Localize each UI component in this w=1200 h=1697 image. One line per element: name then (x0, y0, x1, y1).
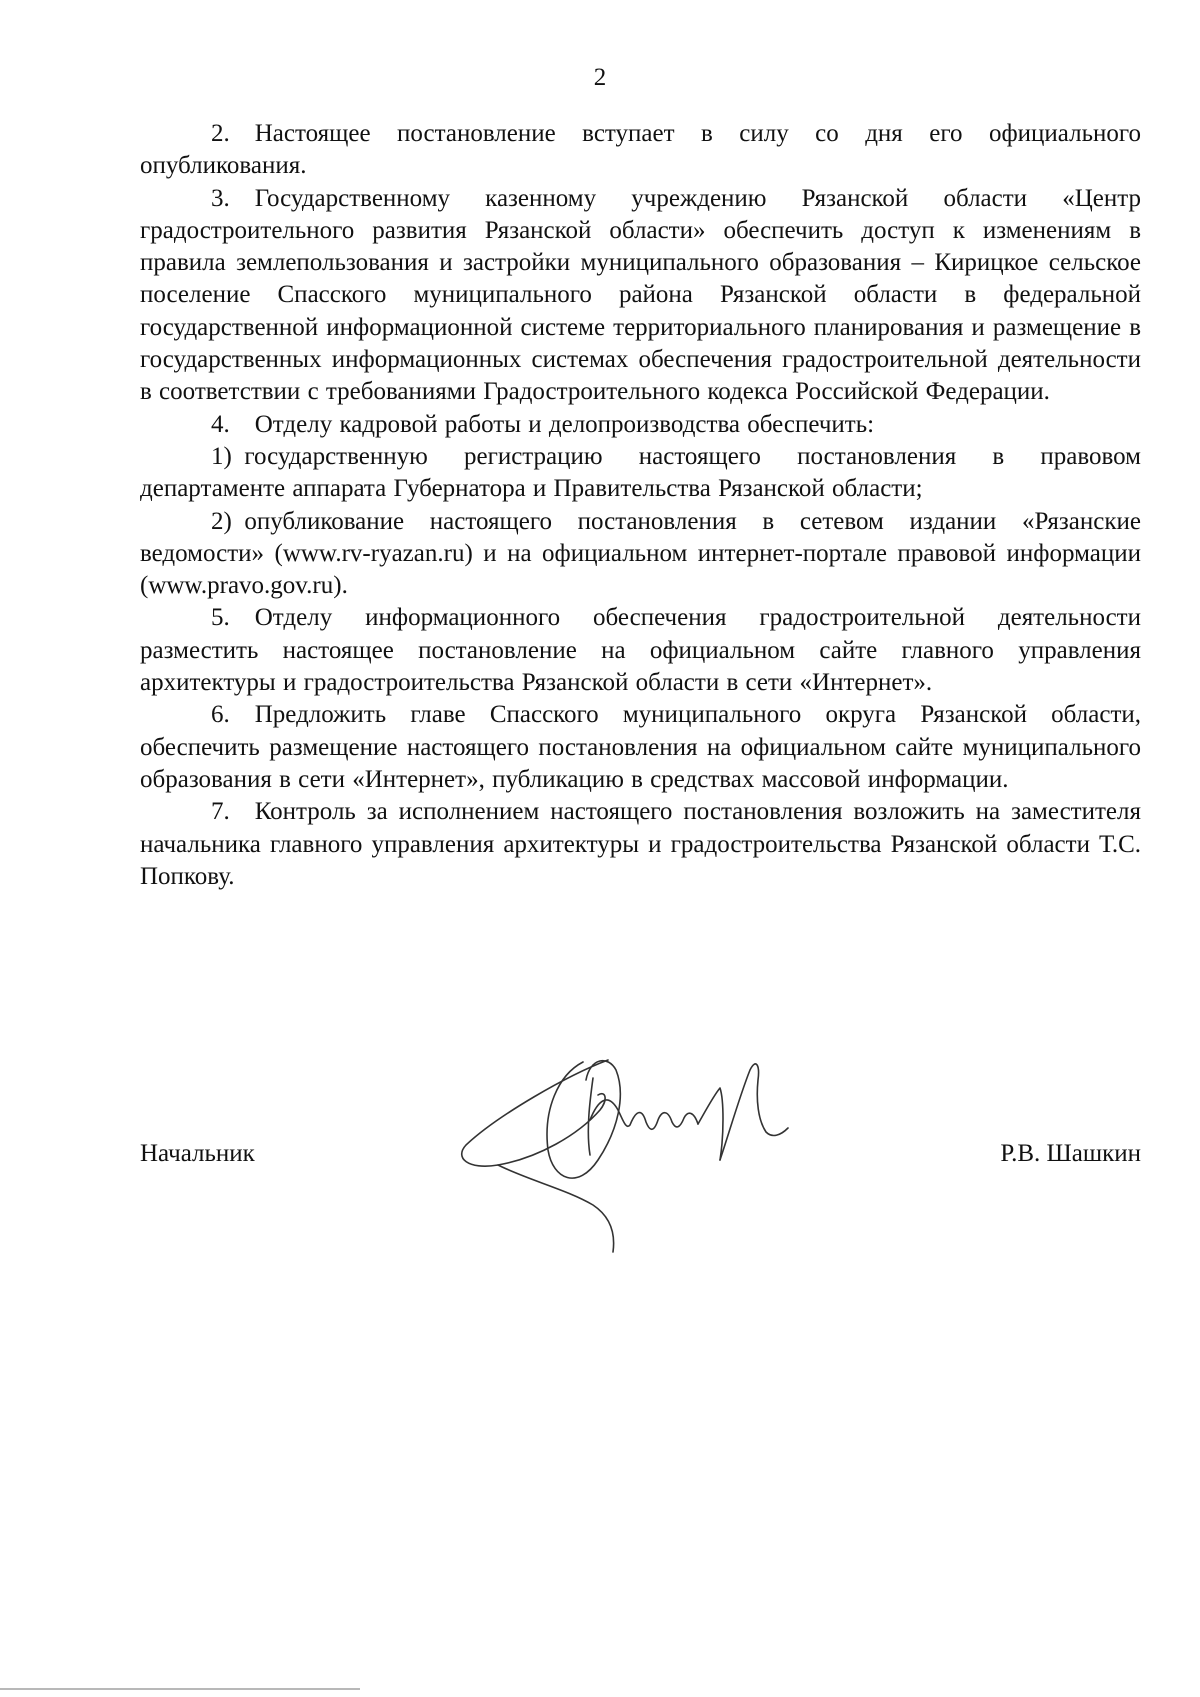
paragraph-item-5: 5. Отделу информационного обеспечения градостроительной деятельности разместить настоящее постановление на официальном сайте главного управления архитектуры и градостроительства Рязанской области в сети «Интернет». (140, 604, 1141, 697)
document-body (140, 118, 1141, 893)
paragraph-item-4-1: 1) государственную регистрацию настоящего постановления в правовом департаменте аппарата Губернатора и Правительства Рязанской области; (140, 442, 1141, 503)
paragraph-item-3: 3. Государственному казенному учреждению Рязанской области «Центр градостроительного развития Рязанской области» обеспечить доступ к изменениям в правила землепользования и застройки муниципального образования – Кирицкое сельское поселение Спасского муниципального района Рязанской области в федеральной государственной информационной системе территориального планирования и размещение в государственных информационных системах обеспечения градостроительной деятельности в соответствии с требованиями Градостроительного кодекса Российской Федерации. (140, 184, 1141, 406)
signature-block (140, 1134, 1141, 1174)
paragraph-item-2: 2. Настоящее постановление вступает в силу со дня его официального опубликования. (140, 120, 1141, 180)
paragraph-item-7: 7. Контроль за исполнением настоящего постановления возложить на заместителя начальника главного управления архитектуры и градостроительства Рязанской области Т.С. Попкову. (140, 798, 1141, 890)
paragraph-item-4: 4. Отделу кадровой работы и делопроизводства обеспечить: (211, 410, 875, 438)
signatory-position: Начальник (140, 1140, 255, 1167)
signatory-name: Р.В. Шашкин (1000, 1140, 1141, 1167)
page-number: 2 (593, 64, 607, 91)
paragraph-item-4-2: 2) опубликование настоящего постановления в сетевом издании «Рязанские ведомости» (www.rv-ryazan.ru) и на официальном интернет-портале правовой информации (www.pravo.gov.ru). (140, 507, 1141, 600)
paragraph-item-6: 6. Предложить главе Спасского муниципального округа Рязанской области, обеспечить размещение настоящего постановления на официальном сайте муниципального образования в сети «Интернет», публикацию в средствах массовой информации. (140, 701, 1141, 793)
scan-edge-line (0, 1688, 360, 1690)
